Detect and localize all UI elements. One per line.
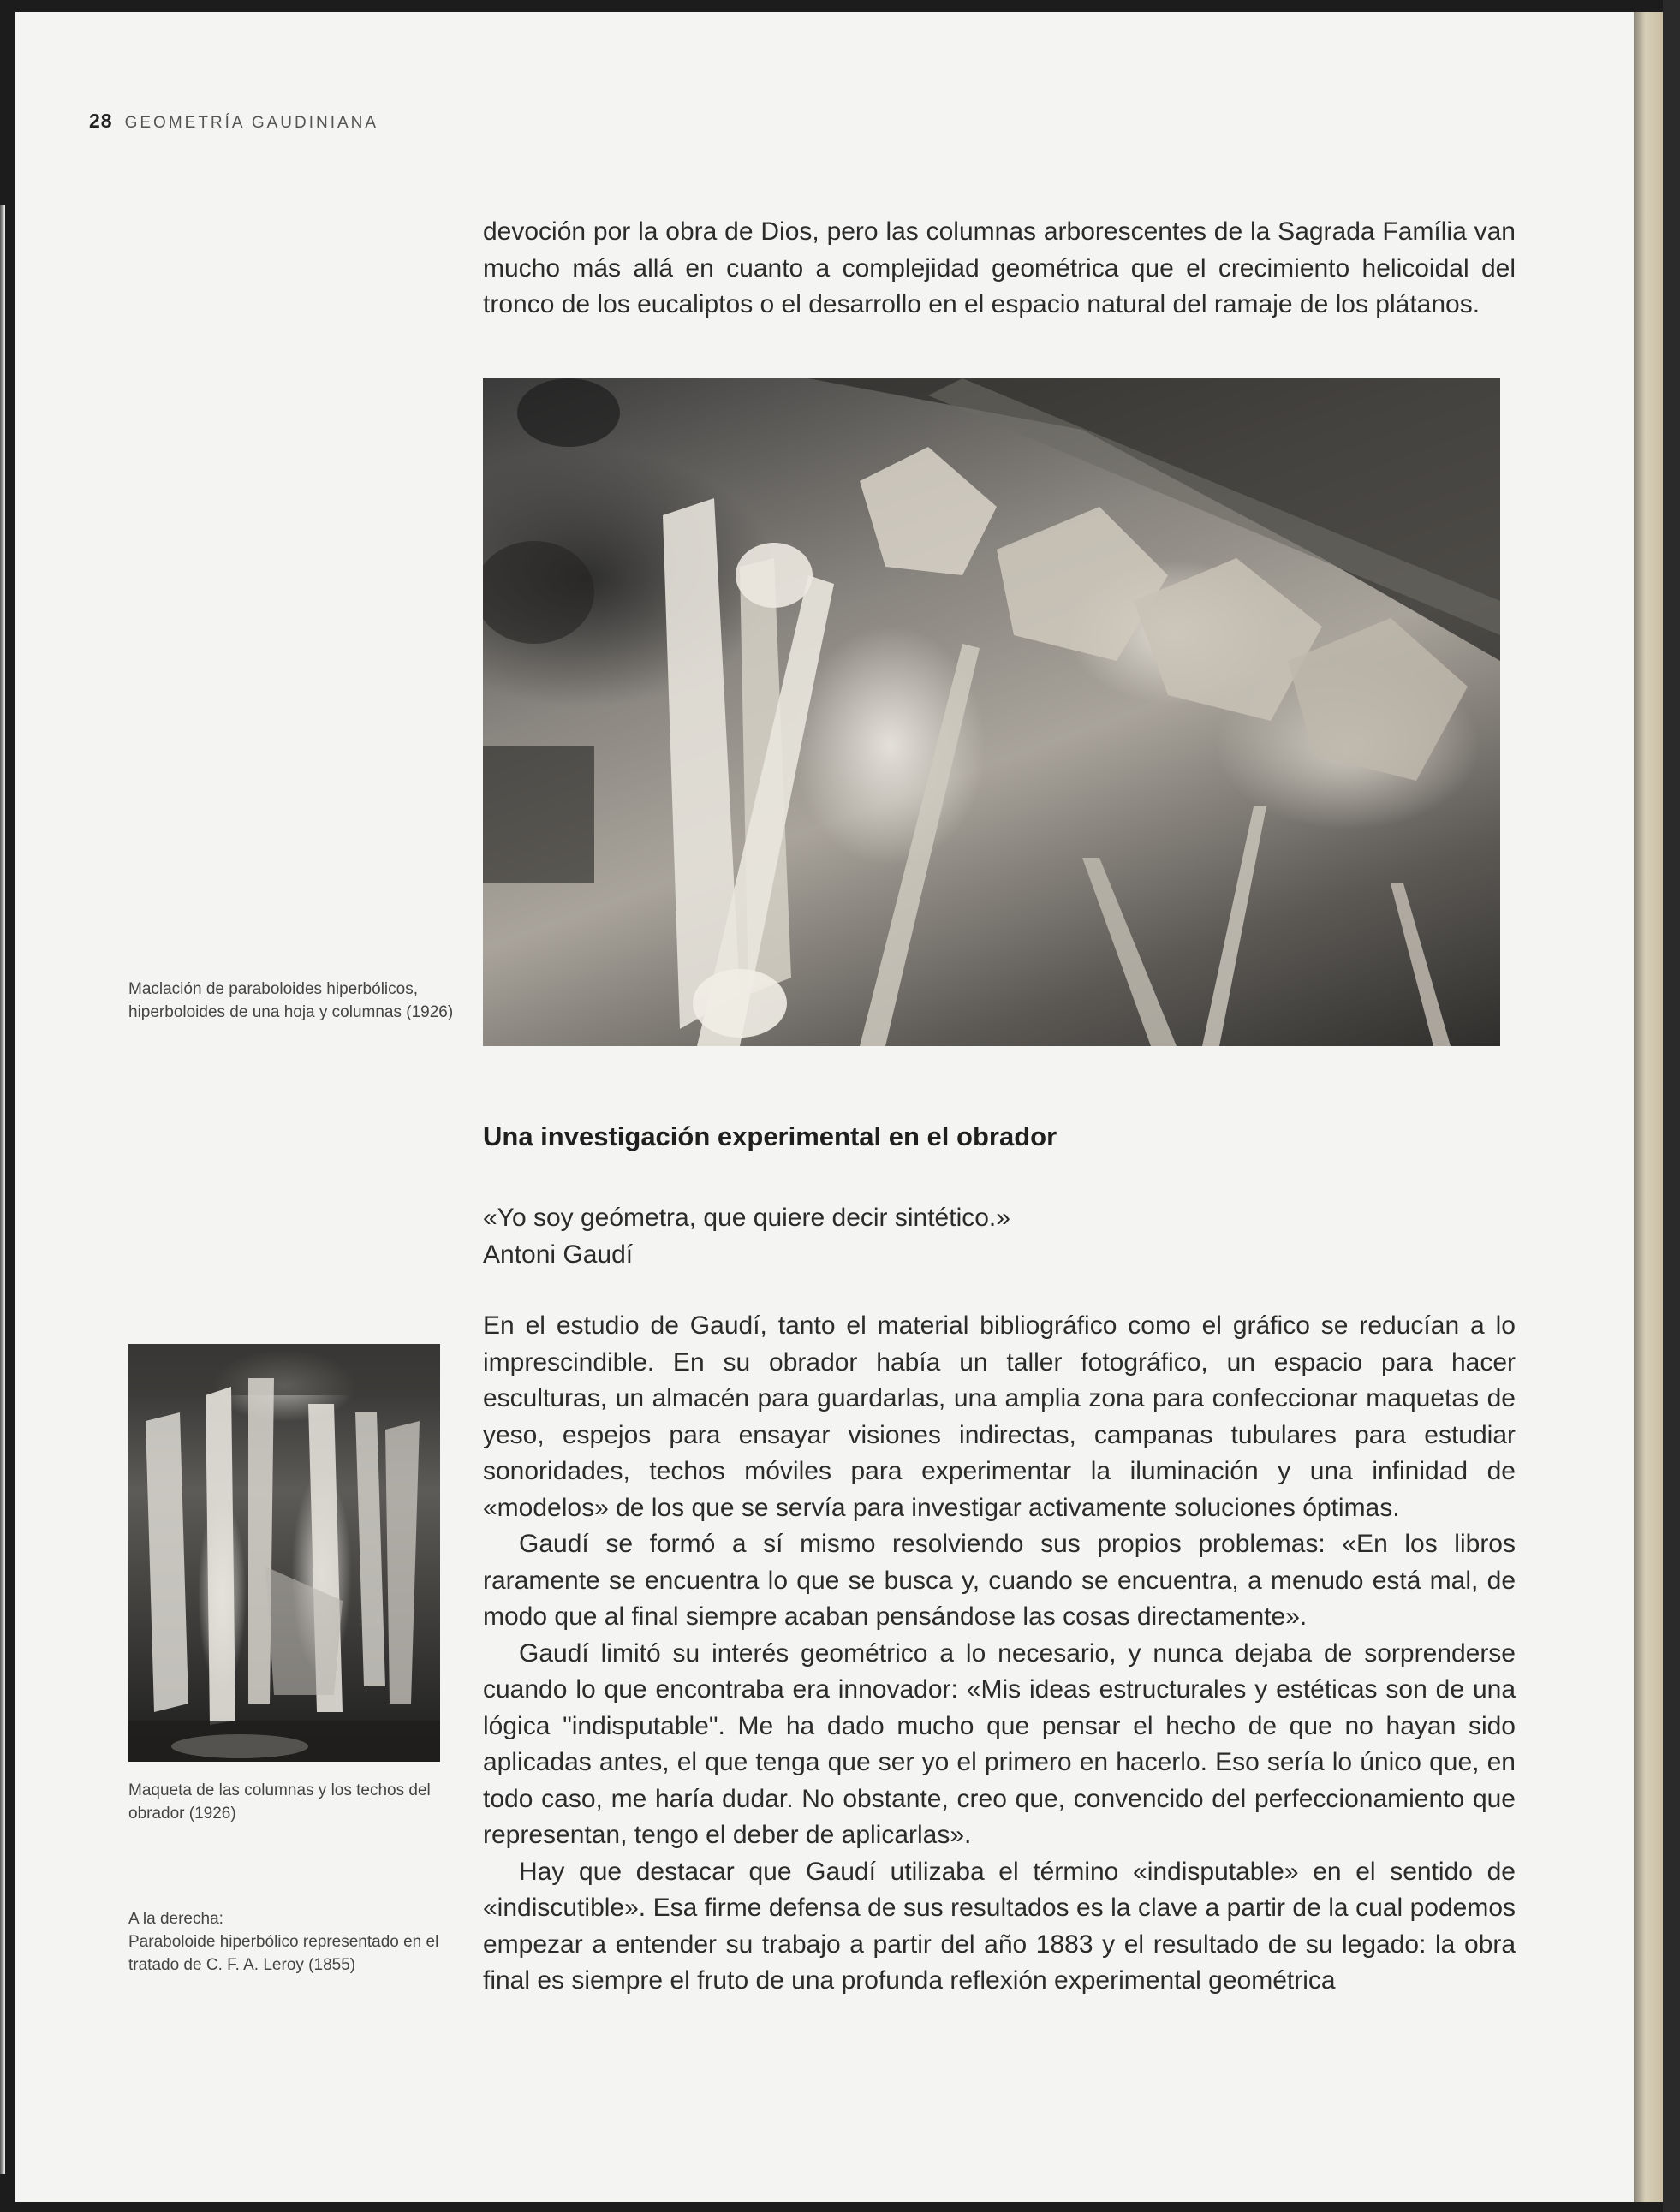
epigraph-quote: «Yo soy geómetra, que quiere decir sintético.» bbox=[483, 1204, 1010, 1232]
running-head bbox=[89, 110, 378, 133]
page-number: 28 bbox=[89, 110, 113, 132]
caption-right-label: A la derecha: bbox=[128, 1910, 223, 1928]
photograph-workshop-model-icon bbox=[128, 1344, 440, 1762]
intro-paragraph: devoción por la obra de Dios, pero las columnas arborescentes de la Sagrada Família van mucho más allá en cuanto a complejidad geométrica que el crecimiento helicoidal del tronco de los eucaliptos o el desarrollo en el espacio natural del ramaje de los plátanos. bbox=[483, 217, 1516, 318]
caption-right-text: Paraboloide hiperbólico representado en el tratado de C. F. A. Leroy (1855) bbox=[128, 1933, 439, 1974]
scan-border bbox=[1663, 0, 1680, 2212]
paragraph-1: En el estudio de Gaudí, tanto el material bibliográfico como el gráfico se reducían a lo imprescindible. En su obrador había un taller fotográfico, un espacio para hacer esculturas, un almacén para guardarlas, una amplia zona para confeccionar maquetas de yeso, espejos para ensayar visiones indirectas, campanas tubulares para estudiar sonoridades, techos móviles para experimentar la iluminación y una infinidad de «modelos» de los que se servía para investigar activamente soluciones óptimas. bbox=[483, 1311, 1516, 1522]
epigraph-author: Antoni Gaudí bbox=[483, 1240, 634, 1269]
section-heading: Una investigación experimental en el obrador bbox=[483, 1121, 1057, 1151]
small-photograph bbox=[128, 1344, 440, 1762]
paragraph-3: Gaudí limitó su interés geométrico a lo necesario, y nunca dejaba de sorprenderse cuando lo que encontraba era innovador: «Mis ideas estructurales y estéticas son de una lógica "indisputable". Me ha dado mucho que pensar el hecho de que no hayan sido aplicadas antes, el que tenga que ser yo el primero en hacerlo. Eso sería lo único que, en todo caso, me haría dudar. No obstante, creo que, convencido del perfeccionamiento que representan, tengo el deber de aplicarlas». bbox=[483, 1638, 1516, 1849]
page-edge-strip bbox=[1634, 12, 1663, 2202]
main-photograph bbox=[483, 378, 1500, 1046]
paragraph-2: Gaudí se formó a sí mismo resolviendo sus propios problemas: «En los libros raramente se encuentra lo que se busca y, cuando se encuentra, a menudo está mal, de modo que al final siempre acaban pensándose las cosas directamente». bbox=[483, 1530, 1516, 1631]
main-text bbox=[483, 1308, 1516, 2000]
caption-right-reference bbox=[128, 1907, 454, 1977]
caption-small-photo: Maqueta de las columnas y los techos del obrador (1926) bbox=[128, 1781, 431, 1823]
paragraph-4: Hay que destacar que Gaudí utilizaba el término «indisputable» en el sentido de «indiscutible». Esa firme defensa de sus resultados es la clave a partir de la cual podemos empezar a entender su trabajo a partir del año 1883 y el resultado de su legado: la obra final es siempre el fruto de una profunda reflexión experimental geométrica bbox=[483, 1857, 1516, 1995]
caption-main-photo: Maclación de paraboloides hiperbólicos, hiperboloides de una hoja y columnas (1926) bbox=[128, 980, 454, 1021]
running-title: GEOMETRÍA GAUDINIANA bbox=[124, 114, 379, 132]
epigraph bbox=[483, 1200, 1516, 1273]
page-binding-shadow bbox=[0, 205, 5, 2174]
photograph-columns-ceiling-icon bbox=[483, 378, 1500, 1046]
